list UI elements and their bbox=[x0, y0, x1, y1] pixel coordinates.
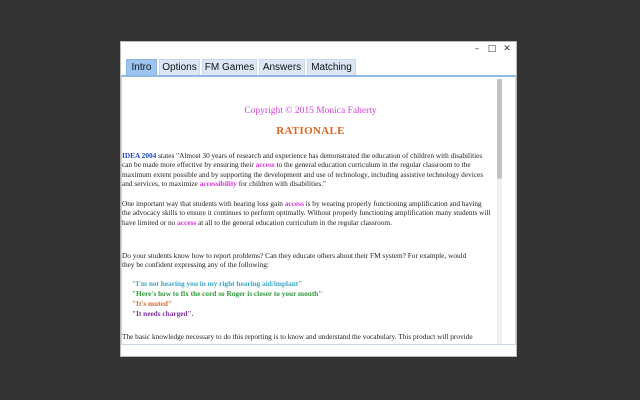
rationale-heading: RATIONALE bbox=[276, 125, 345, 137]
tab-fm-games[interactable]: FM Games bbox=[202, 59, 257, 75]
content-panel bbox=[121, 75, 516, 345]
close-button[interactable]: ✕ bbox=[503, 44, 511, 54]
paragraph-line: they be confident expressing any of the following: bbox=[122, 260, 269, 270]
paragraph-line bbox=[122, 199, 491, 208]
vocabulary-paragraph: The basic knowledge necessary to do this reporting is to know and understand the vocabulary. This product will provide bbox=[122, 332, 473, 341]
paragraph-line bbox=[122, 179, 483, 188]
quote-line: "I'm not hearing you in my right hearing aid/implant" bbox=[132, 279, 303, 288]
text-span: is by wearing properly functioning amplification and having bbox=[303, 199, 482, 208]
tab-answers[interactable]: Answers bbox=[259, 59, 305, 75]
quote-line: "It's muted" bbox=[132, 299, 172, 308]
paragraph-line bbox=[122, 160, 483, 169]
idea-paragraph bbox=[122, 151, 483, 188]
quote-line: "Here's how to fix the cord so Roger is closer to your mouth" bbox=[132, 289, 323, 298]
paragraph-line: Do your students know how to report problems? Can they educate others about their FM system? For example, would bbox=[122, 251, 467, 260]
tab-matching[interactable]: Matching bbox=[307, 59, 356, 75]
access-highlight: access bbox=[255, 160, 275, 170]
access-highlight: access bbox=[177, 217, 197, 227]
copyright-text: Copyright © 2015 Monica Faherty bbox=[244, 106, 377, 116]
text-span: at all to the general education curriculum in the regular classroom. bbox=[196, 217, 392, 227]
access-highlight: access bbox=[284, 199, 304, 208]
paragraph-line bbox=[122, 218, 491, 227]
vertical-scrollbar[interactable] bbox=[497, 79, 502, 344]
amplification-paragraph bbox=[122, 199, 491, 227]
text-span: states "Almost 30 years of research and experience has demonstrated the education of children with disabilities bbox=[156, 151, 483, 160]
paragraph-line: maximum extent possible and by supporting the development and use of technology, including assistive technology devices bbox=[122, 169, 484, 179]
text-span: to the general education curriculum in the regular classroom to the bbox=[274, 160, 471, 170]
maximize-button[interactable]: □ bbox=[487, 44, 497, 54]
question-paragraph bbox=[122, 251, 466, 270]
text-span: and services, to maximize bbox=[122, 178, 200, 188]
idea-label: IDEA 2004 bbox=[122, 151, 157, 160]
quote-line: "It needs charged". bbox=[132, 309, 194, 318]
accessibility-highlight: accessibility bbox=[199, 178, 237, 188]
text-span: can be made more effective by ensuring their bbox=[122, 160, 256, 170]
tab-options[interactable]: Options bbox=[159, 59, 200, 75]
title-bar bbox=[121, 42, 516, 57]
app-window bbox=[120, 41, 517, 357]
text-span: have limited or no bbox=[122, 217, 178, 227]
paragraph-line bbox=[122, 151, 483, 160]
scrollbar-thumb[interactable] bbox=[497, 79, 502, 179]
minimize-button[interactable]: – bbox=[474, 44, 480, 54]
text-span: for children with disabilities." bbox=[236, 178, 327, 188]
tab-intro[interactable]: Intro bbox=[126, 59, 157, 75]
paragraph-line: the advocacy skills to ensure it continues to perform optimally. Without properly functioning amplification many students will bbox=[122, 208, 491, 218]
text-span: One important way that students with hearing loss gain bbox=[122, 199, 285, 208]
